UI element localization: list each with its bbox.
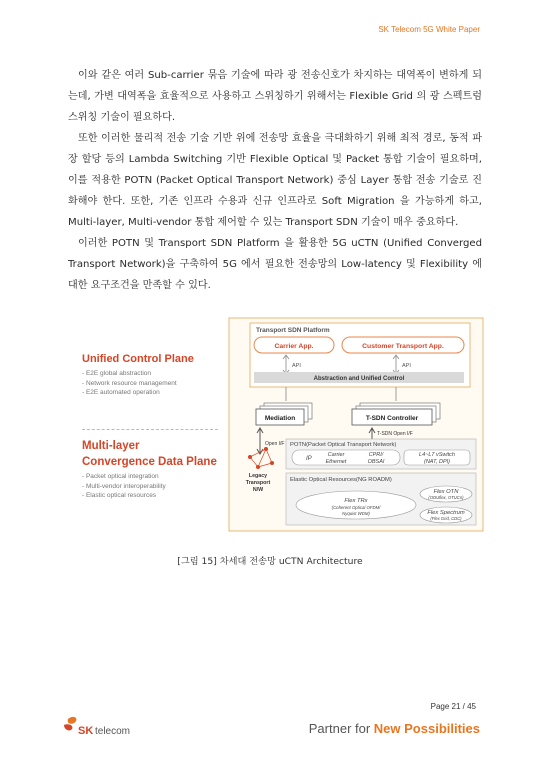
customer-app-label: Customer Transport App. [362,343,444,350]
ucp-title: Unified Control Plane [82,353,194,365]
ip-label: IP [306,456,312,462]
api-label-1: API [292,363,301,369]
sk-telecom-logo-icon [62,715,152,737]
flex-trx-sub-2: Nyquist WDM) [342,511,370,516]
elastic-label: Elastic Optical Resources(NG ROADM) [290,477,392,483]
carrier-ethernet-label-1: Carrier [327,452,345,458]
potn-label: POTN(Packet Optical Transport Network) [290,442,397,448]
api-label-2: API [402,363,411,369]
divider [82,429,218,430]
mlc-item: - Multi-vendor interoperability [82,482,166,490]
sdn-platform-label: Transport SDN Platform [256,327,330,334]
body-text [68,65,482,296]
flex-otn-sub: (ODUflex, OTUCn) [428,495,464,500]
figure-caption: [그림 15] 차세대 전송망 uCTN Architecture [177,556,363,567]
sk-telecom-logo [62,715,152,741]
legacy-label-3: N/W [252,487,264,493]
mediation-label: Mediation [264,415,296,422]
header-title: SK Telecom 5G White Paper [378,25,480,34]
flex-otn-label: Flex OTN [433,489,459,495]
mlc-item: - Packet optical integration [82,473,159,480]
figure-uctn [58,317,484,532]
tagline [309,721,480,736]
cpri-label-2: OBSAI [367,459,385,465]
mlc-title-1: Multi-layer [82,440,140,452]
tsdn-controller-label: T-SDN Controller [365,415,419,422]
flex-trx-label: Flex TRx [344,498,368,504]
svg-text:SK: SK [78,725,94,737]
mlc-item: - Elastic optical resources [82,492,157,499]
abstraction-label: Abstraction and Unified Control [313,376,405,382]
tsdn-open-if-label: T-SDN Open I/F [377,431,413,437]
ucp-item: - Network resource management [82,379,177,387]
carrier-app-label: Carrier App. [274,343,314,350]
legacy-label-2: Transport [245,480,271,486]
page-number: Page 21 / 45 [430,702,476,711]
l4l7-label-1: L4~L7 vSwitch [419,452,455,458]
ucp-item: - E2E global abstraction [82,370,152,377]
paragraph-1: 이와 같은 여러 Sub-carrier 묶음 기술에 따라 광 전송신호가 차지하는 대역폭이 변하게 되는데, 가변 대역폭을 효율적으로 사용하고 스위칭하기 위해서는 Flexible Grid 의 광 스펙트럼 스위칭 기술이 필요하다. [68,70,482,123]
tagline-b: New Possibilities [373,721,480,736]
figure-left-panel [58,317,228,532]
architecture-diagram [228,317,484,532]
mlc-title-2: Convergence Data Plane [82,456,217,468]
carrier-ethernet-label-2: Ethernet [325,459,347,465]
cpri-label-1: CPRI/ [368,452,384,458]
flex-trx-sub-1: (Coherent Optical OFDM/ [331,505,381,510]
ucp-item: - E2E automated operation [82,389,160,396]
tagline-a: Partner for [308,721,374,736]
open-if-label: Open I/F [265,441,285,447]
l4l7-label-2: (NAT, DPI) [424,459,450,465]
paragraph-2: 또한 이러한 물리적 전송 기술 기반 위에 전송망 효율을 극대화하기 위해 최적 경로, 동적 파장 할당 등의 Lambda Switching 기반 Flexible Optical 및 Packet 통합 기술이 필요하며, 이를 적용한 POTN (Packet Optical Transport Network) 중심 Layer 통합 전송 기술로 진화해야 한다. 또한, 기존 인프라 수용과 신규 인프라로 Soft Migration 을 가능하게 하고, Multi-layer, Multi-vendor 통합 제어할 수 있는 Transport SDN 기술이 매우 중요하다. [68,133,482,228]
flex-spectrum-sub: (Flex Grid, CDC) [430,516,462,521]
paragraph-3: 이러한 POTN 및 Transport SDN Platform 을 활용한 5G uCTN (Unified Converged Transport Network)을 구축하여 5G 에서 필요한 전송망의 Low-latency 및 Flexibility 에 대한 요구조건을 만족할 수 있다. [68,238,482,291]
flex-spectrum-label: Flex Spectrum [427,510,465,516]
legacy-label-1: Legacy [248,473,268,479]
svg-text:telecom: telecom [95,726,131,737]
